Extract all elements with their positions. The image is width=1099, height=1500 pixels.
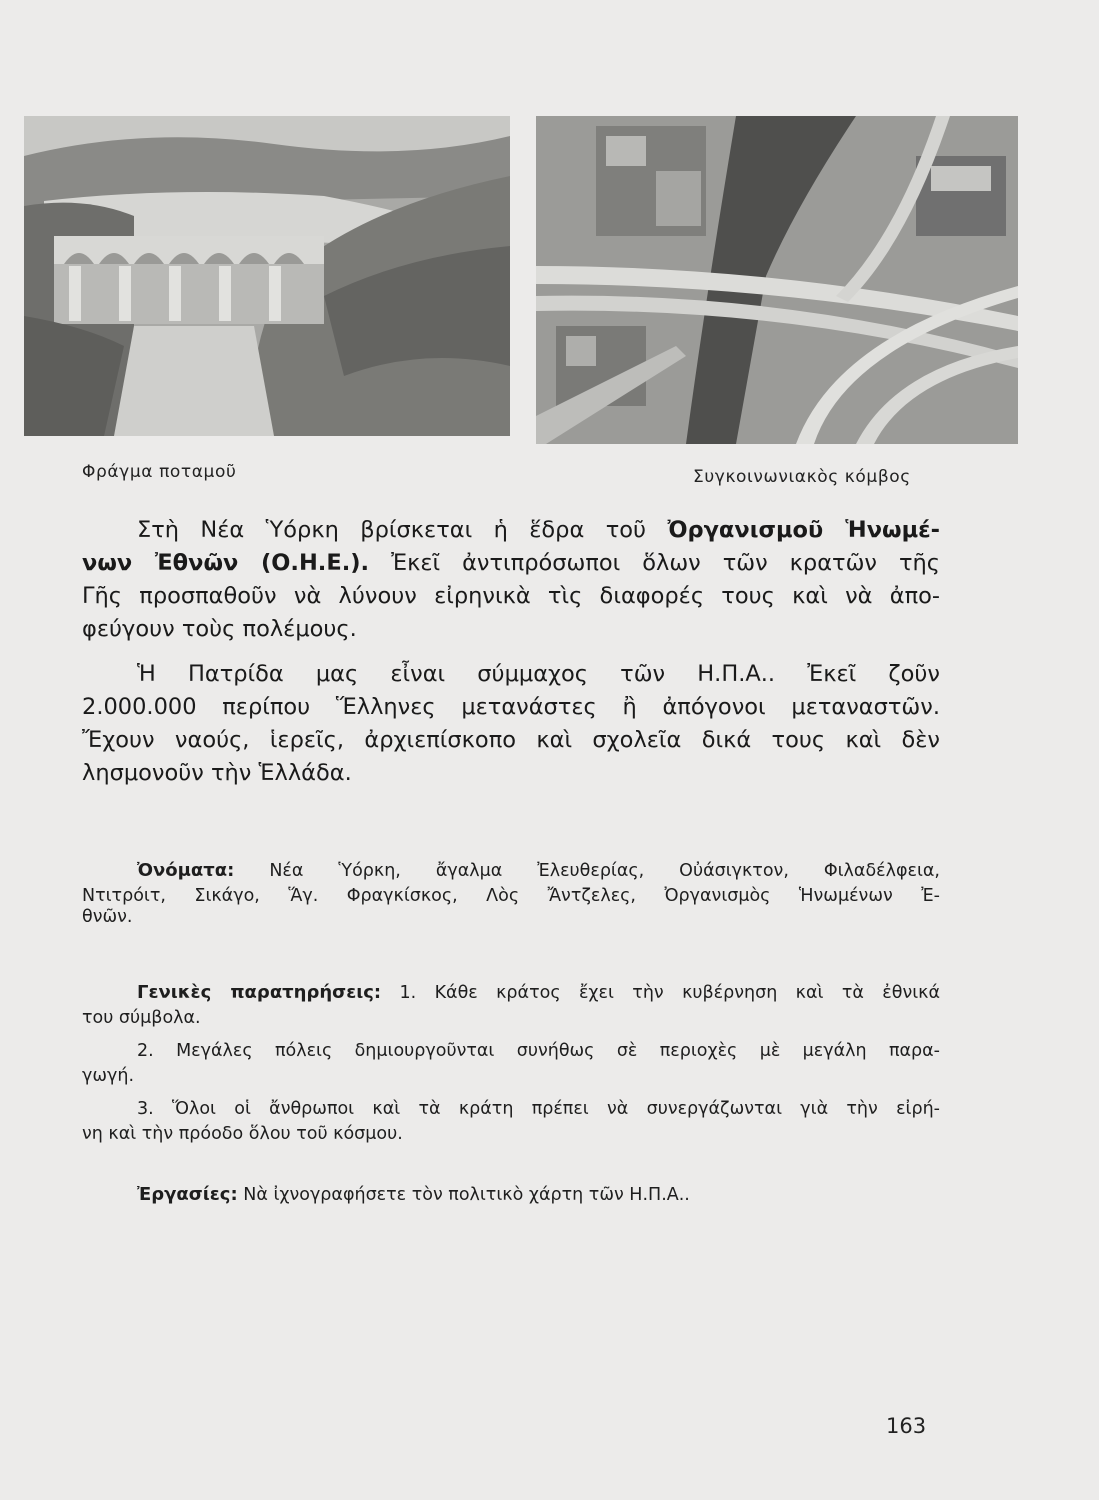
un-name-part1: Ὀργανισμοῦ Ἡνωμέ- bbox=[667, 517, 940, 543]
para1-line1 bbox=[82, 514, 940, 547]
para1-line4: φεύγουν τοὺς πολέμους. bbox=[82, 616, 357, 642]
names-line1-text: Νέα Ὑόρκη, ἄγαλμα Ἐλευθερίας, Οὐάσιγκτον, Φιλαδέλφεια, bbox=[234, 861, 940, 881]
dam-photo bbox=[24, 116, 510, 436]
names-line3: θνῶν. bbox=[82, 907, 133, 927]
remarks-item2-cont: γωγή. bbox=[82, 1066, 135, 1086]
dam-caption: Φράγμα ποταμοῦ bbox=[82, 462, 237, 482]
interchange-caption: Συγκοινωνιακὸς κόμβος bbox=[693, 467, 911, 487]
para1-line2 bbox=[82, 547, 940, 580]
remarks-item1-cont: του σύμβολα. bbox=[82, 1008, 201, 1028]
para2-line3: Ἔχουν ναούς, ἱερεῖς, ἀρχιεπίσκοπο καὶ σχολεῖα δικά τους καὶ δὲν bbox=[82, 727, 940, 753]
remarks-item2: 2. Μεγάλες πόλεις δημιουργοῦνται συνήθως σὲ περιοχὲς μὲ μεγάλη παρα- bbox=[137, 1041, 940, 1061]
para2-line4: λησμονοῦν τὴν Ἑλλάδα. bbox=[82, 760, 352, 786]
interchange-photo bbox=[536, 116, 1018, 444]
remarks-section bbox=[82, 980, 940, 1147]
names-line2: Ντιτρόιτ, Σικάγο, Ἅγ. Φραγκίσκος, Λὸς Ἄντζελες, Ὀργανισμὸς Ἡνωμένων Ἐ- bbox=[82, 886, 940, 906]
remarks-item3-cont: νη καὶ τὴν πρόοδο ὅλου τοῦ κόσμου. bbox=[82, 1124, 403, 1144]
names-label: Ὀνόματα: bbox=[137, 860, 235, 881]
remarks-label: Γενικὲς παρατηρήσεις: bbox=[137, 982, 382, 1003]
para2-line1: Ἡ Πατρίδα μας εἶναι σύμμαχος τῶν Η.Π.Α.. Ἐκεῖ ζοῦν bbox=[137, 661, 940, 687]
tasks-section bbox=[82, 1182, 940, 1208]
tasks-label: Ἐργασίες: bbox=[137, 1184, 238, 1205]
para1-line2-text: Ἐκεῖ ἀντιπρόσωποι ὅλων τῶν κρατῶν τῆς bbox=[369, 550, 940, 576]
page-number: 163 bbox=[886, 1414, 927, 1438]
names-section bbox=[82, 858, 940, 925]
para1-line3: Γῆς προσπαθοῦν νὰ λύνουν εἰρηνικὰ τὶς διαφορές τους καὶ νὰ ἀπο- bbox=[82, 583, 940, 609]
remarks-item3: 3. Ὅλοι οἱ ἄνθρωποι καὶ τὰ κράτη πρέπει νὰ συνεργάζωνται γιὰ τὴν εἰρή- bbox=[137, 1099, 940, 1119]
un-name-part2: νων Ἐθνῶν (Ο.Η.Ε.). bbox=[82, 550, 370, 576]
para1-line1-text: Στὴ Νέα Ὑόρκη βρίσκεται ἡ ἕδρα τοῦ bbox=[137, 517, 668, 543]
para2-line2: 2.000.000 περίπου Ἕλληνες μετανάστες ἢ ἀπόγονοι μεταναστῶν. bbox=[82, 694, 940, 720]
names-line1 bbox=[82, 858, 940, 884]
tasks-text: Νὰ ἰχνογραφήσετε τὸν πολιτικὸ χάρτη τῶν Η.Π.Α.. bbox=[237, 1185, 690, 1205]
tasks-line bbox=[82, 1182, 940, 1208]
remarks-item1 bbox=[82, 980, 940, 1006]
un-paragraph bbox=[82, 514, 940, 646]
homeland-paragraph bbox=[82, 658, 940, 790]
remarks-item1-text: 1. Κάθε κράτος ἔχει τὴν κυβέρνηση καὶ τὰ ἐθνικά bbox=[381, 983, 940, 1003]
